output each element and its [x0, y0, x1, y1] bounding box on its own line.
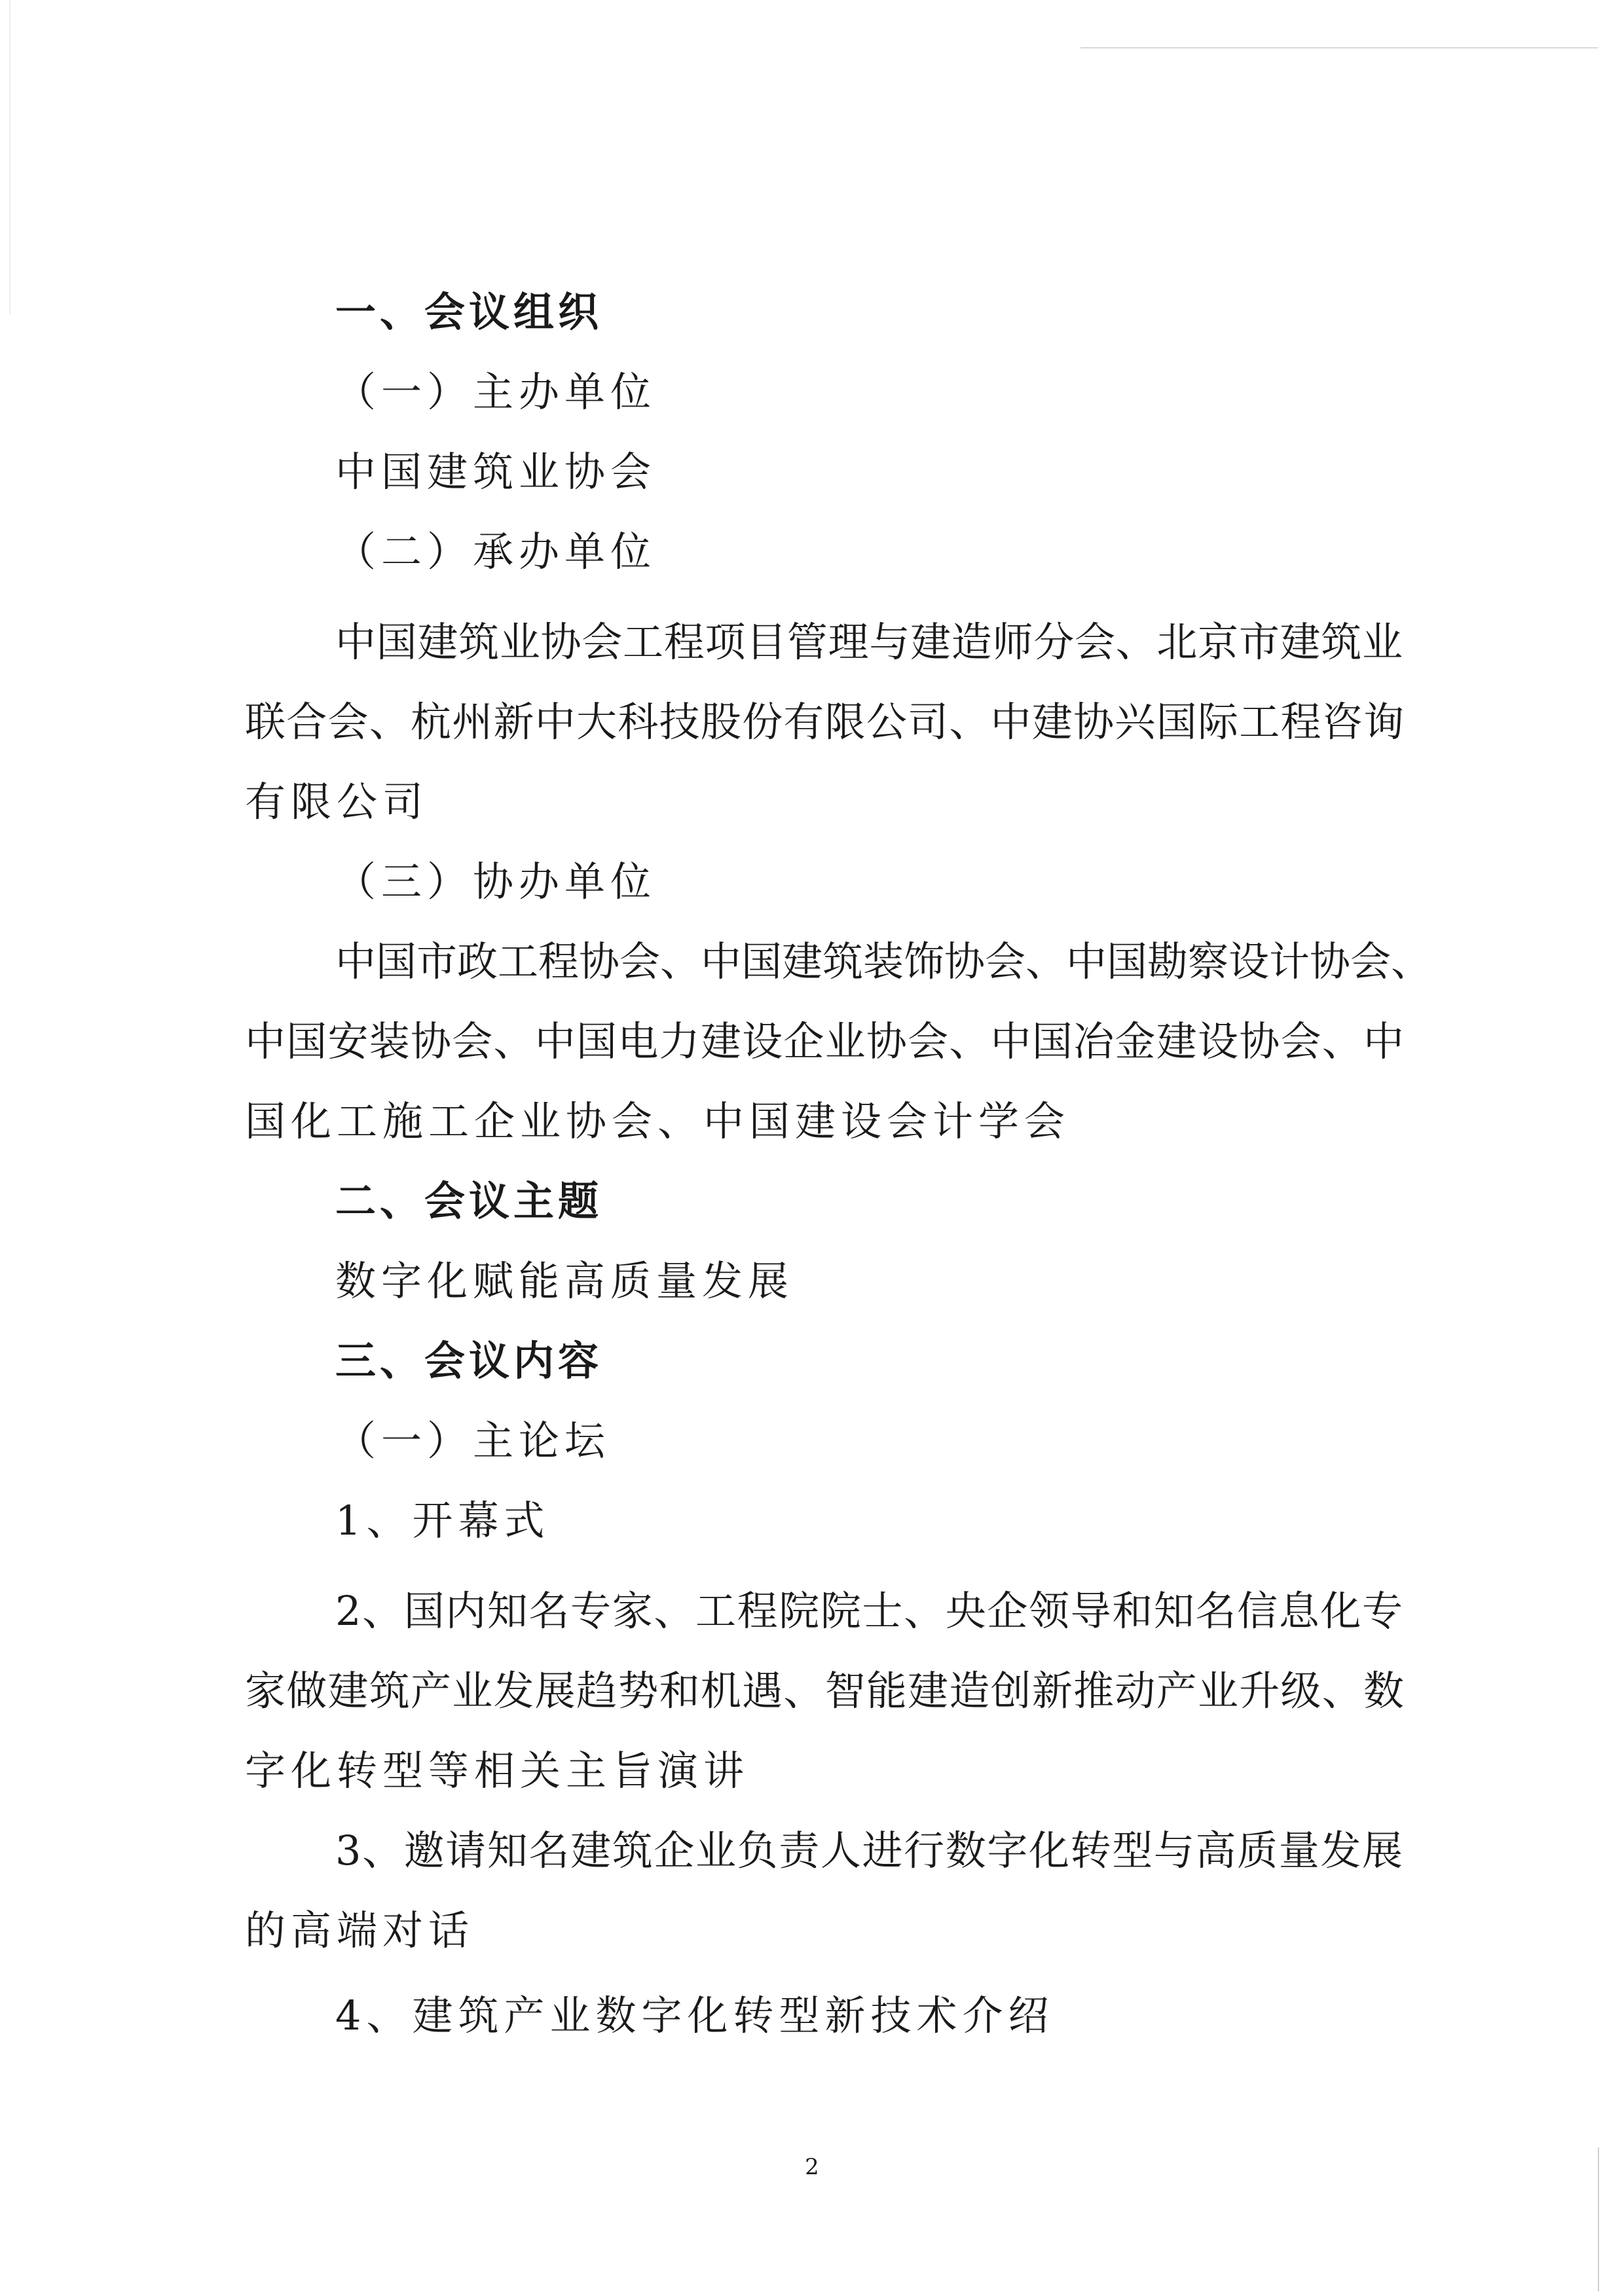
subheading-organizer: （二）承办单位 [335, 528, 657, 575]
subheading-host: （一）主办单位 [335, 368, 657, 416]
co-organizer-body-line-3: 国化工施工企业协会、中国建设会计学会 [245, 1097, 1071, 1145]
subheading-main-forum: （一）主论坛 [335, 1417, 611, 1465]
list-item-2-line-1: 2、国内知名专家、工程院院士、央企领导和知名信息化专 [335, 1587, 1403, 1635]
co-organizer-body-line-2: 中国安装协会、中国电力建设企业协会、中国冶金建设协会、中 [245, 1017, 1404, 1065]
theme-body: 数字化赋能高质量发展 [335, 1257, 794, 1305]
subheading-co-organizer: （三）协办单位 [335, 858, 657, 905]
list-item-4: 4、建筑产业数字化转型新技术介绍 [335, 1992, 1054, 2039]
list-item-2-line-3: 字化转型等相关主旨演讲 [245, 1747, 750, 1795]
host-body: 中国建筑业协会 [335, 448, 657, 496]
list-item-2-line-2: 家做建筑产业发展趋势和机遇、智能建造创新推动产业升级、数 [245, 1667, 1404, 1715]
section-heading-theme: 二、会议主题 [335, 1177, 603, 1225]
co-organizer-body-line-1: 中国市政工程协会、中国建筑装饰协会、中国勘察设计协会、 [335, 938, 1432, 985]
section-heading-organization: 一、会议组织 [335, 288, 603, 336]
scan-artifact-top [1080, 47, 1598, 48]
list-item-3-line-2: 的高端对话 [245, 1906, 475, 1954]
scan-artifact-left [9, 0, 10, 314]
page-number: 2 [805, 2154, 819, 2180]
section-heading-content: 三、会议内容 [335, 1337, 603, 1385]
organizer-body-line-3: 有限公司 [245, 778, 429, 826]
scan-artifact-right [1598, 2147, 1599, 2291]
list-item-3-line-1: 3、邀请知名建筑企业负责人进行数字化转型与高质量发展 [335, 1827, 1403, 1874]
organizer-body-line-1: 中国建筑业协会工程项目管理与建造师分会、北京市建筑业 [335, 618, 1403, 666]
list-item-1: 1、开幕式 [335, 1497, 550, 1544]
organizer-body-line-2: 联合会、杭州新中大科技股份有限公司、中建协兴国际工程咨询 [245, 698, 1404, 746]
